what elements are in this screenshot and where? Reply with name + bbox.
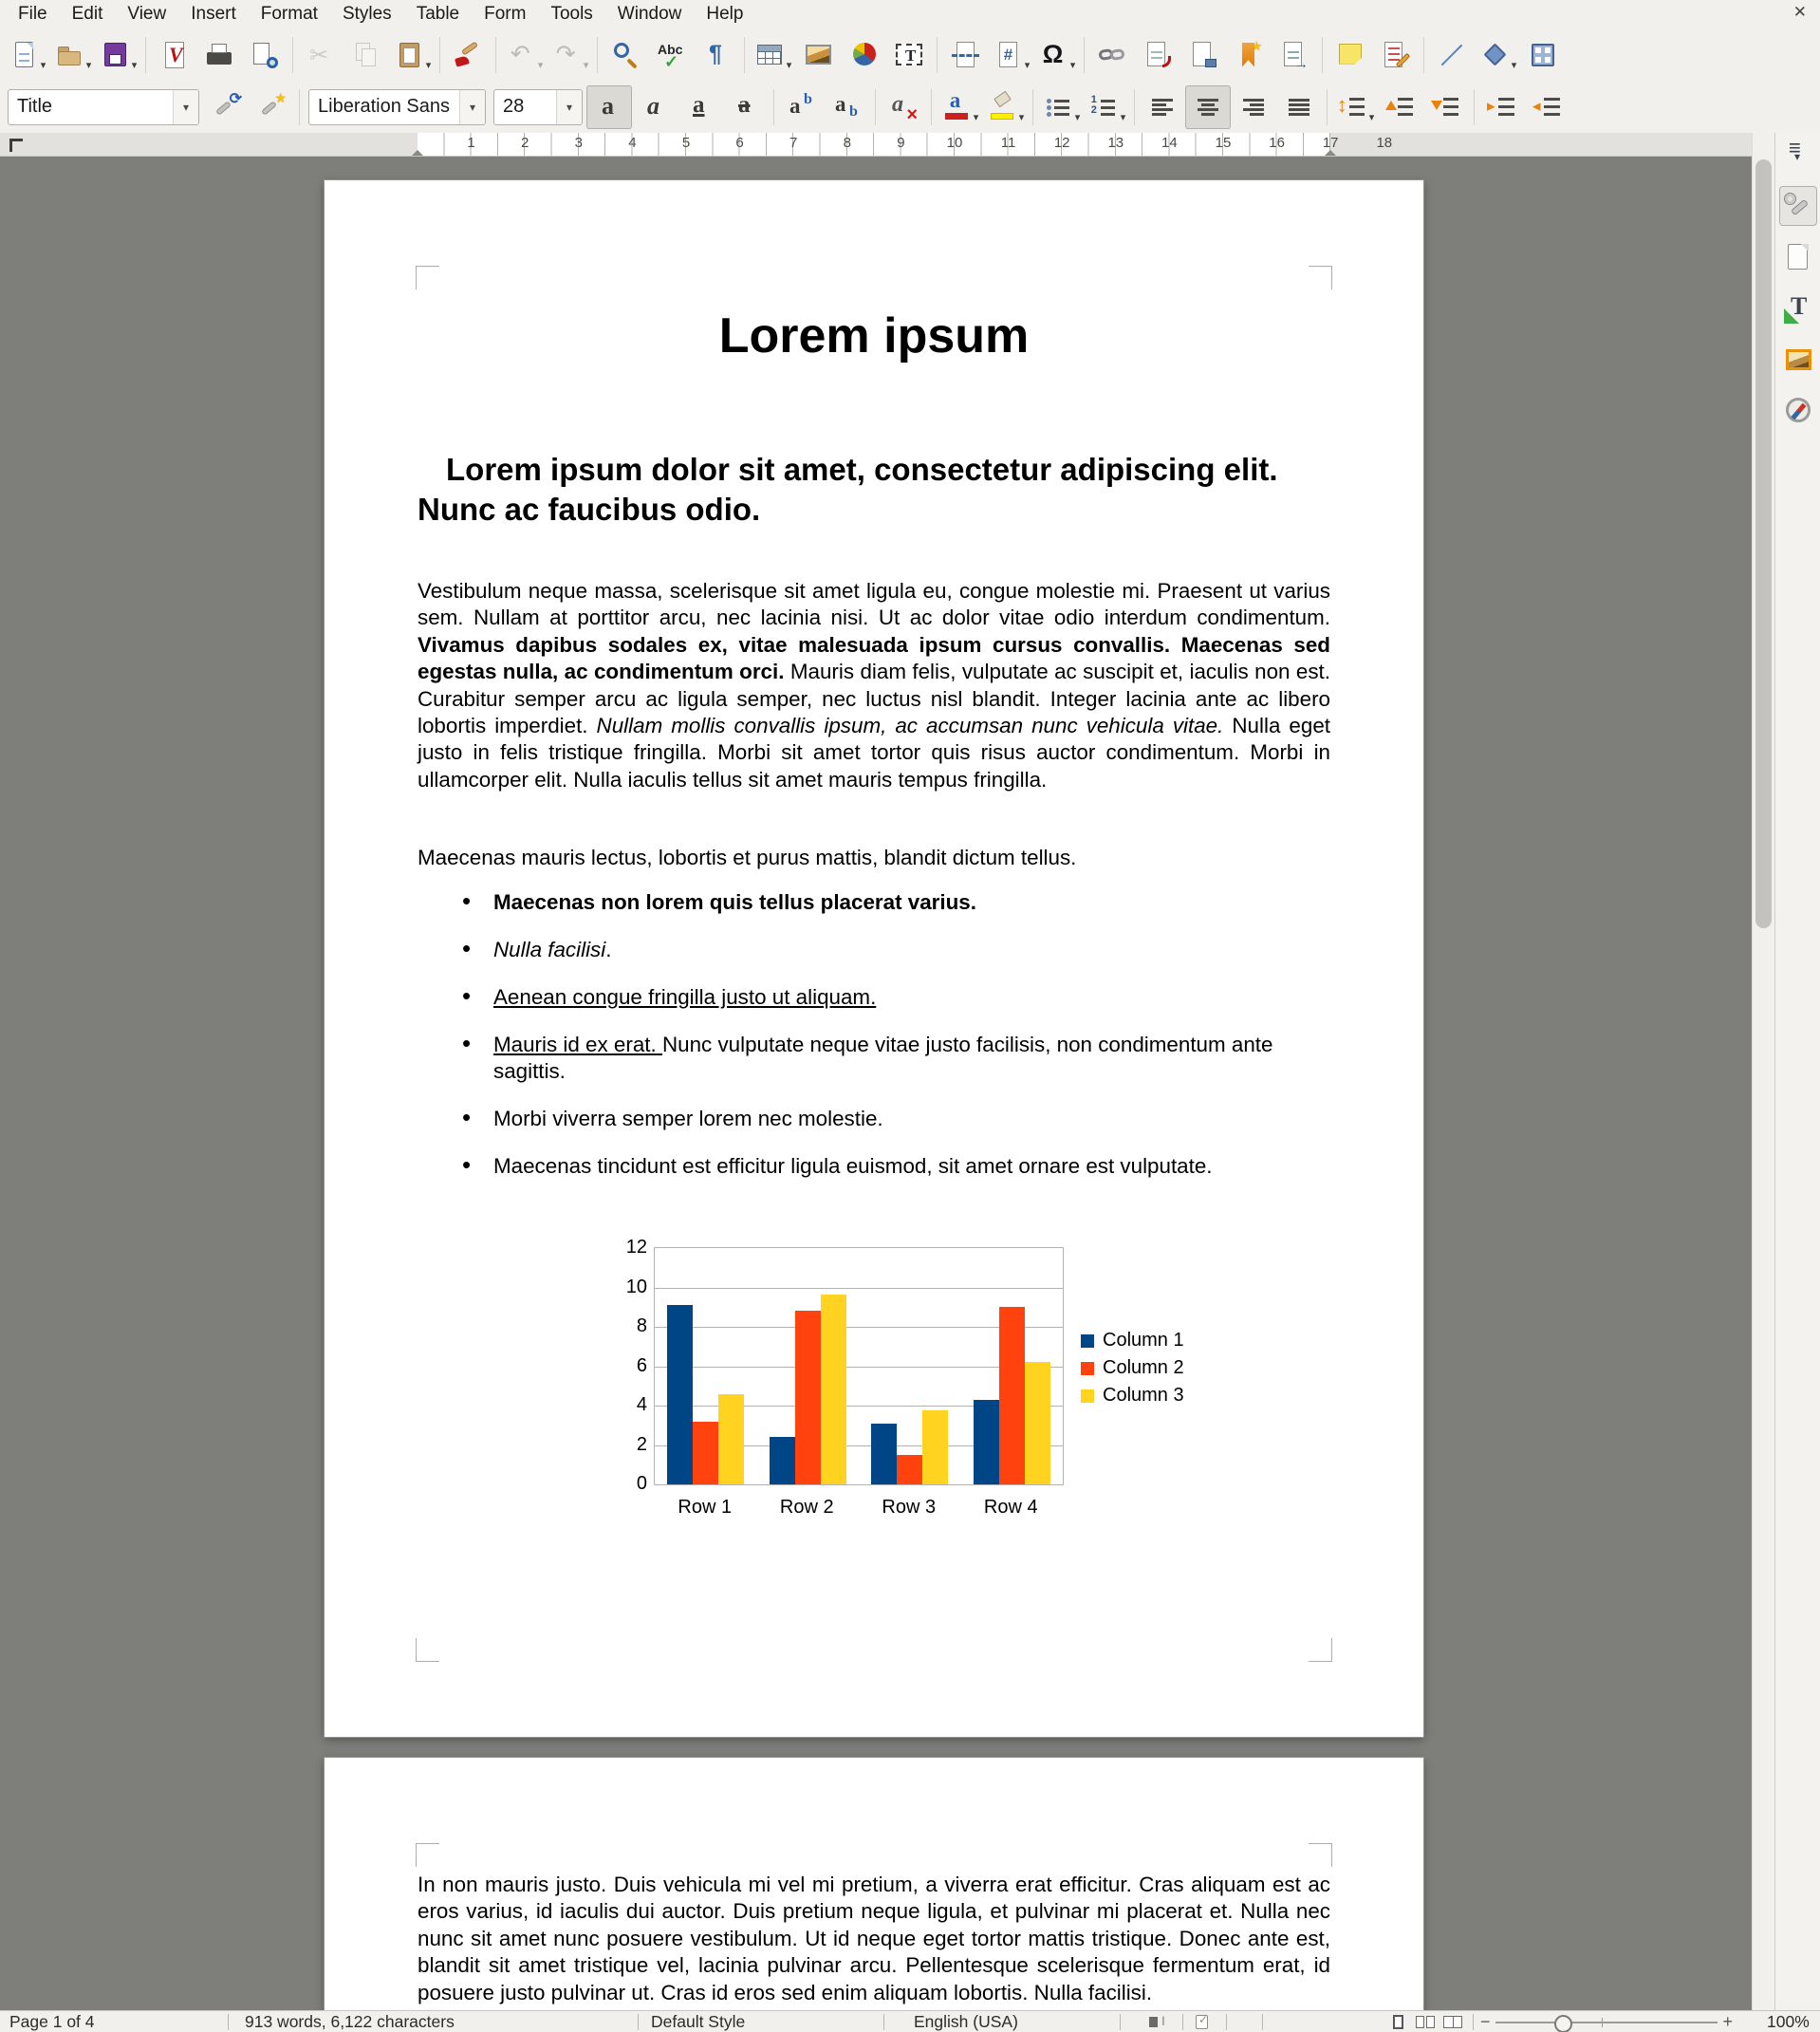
list-item xyxy=(418,937,1330,963)
basic-shapes-button[interactable] xyxy=(1475,33,1520,77)
ruler-number: 15 xyxy=(1215,135,1232,151)
toolbar-separator xyxy=(744,37,745,73)
text-margin-corner-mark xyxy=(416,1843,439,1867)
update-style-button[interactable] xyxy=(203,85,249,129)
text-segment: Morbi viverra semper lorem nec molestie. xyxy=(493,1107,883,1130)
justify-icon xyxy=(1283,92,1315,122)
selection-mode-icon[interactable] xyxy=(1146,2011,1171,2032)
bullet-list xyxy=(418,889,1330,1201)
save-button[interactable] xyxy=(95,33,140,77)
export-pdf-button[interactable] xyxy=(151,33,196,77)
page-number-status[interactable]: Page 1 of 4 xyxy=(9,2012,95,2031)
status-separator xyxy=(228,2014,229,2030)
sidebar-item-navigator-deck[interactable] xyxy=(1779,391,1817,431)
chevron-down-icon: ▾ xyxy=(537,59,544,71)
x-axis-category-label: Row 1 xyxy=(678,1497,733,1518)
compass-icon xyxy=(1782,396,1814,426)
chart-bar xyxy=(999,1307,1025,1484)
toolbar-separator xyxy=(1084,37,1085,73)
chart-bar xyxy=(974,1400,999,1484)
toolbar-separator xyxy=(597,37,598,73)
decrease-indent-button[interactable] xyxy=(1525,85,1570,129)
styles-icon xyxy=(1782,293,1814,324)
wrench-icon xyxy=(1782,191,1814,221)
text-segment: Nulla eget justo in felis tristique fringilla. Morbi sit amet tortor quis risus auctor condimentum. Morbi in ullamcorper elit. Nulla iaculis tellus sit amet mauris tempus fringilla. xyxy=(418,714,1330,792)
horizontal-ruler[interactable] xyxy=(0,133,1752,157)
chevron-down-icon: ▾ xyxy=(40,59,46,71)
chart-plot-area xyxy=(654,1247,1064,1485)
decrease-paragraph-spacing-button[interactable] xyxy=(1423,85,1469,129)
undo-button[interactable] xyxy=(501,33,547,77)
ruler-number: 12 xyxy=(1053,135,1070,151)
redo-button[interactable] xyxy=(547,33,592,77)
line-spacing-button[interactable] xyxy=(1332,85,1378,129)
chart-bar xyxy=(1025,1362,1050,1484)
y-axis-tick-label: 6 xyxy=(636,1355,647,1376)
increase-indent-icon xyxy=(1486,92,1518,122)
zoom-level[interactable]: 100% xyxy=(1767,2012,1810,2031)
cut-button[interactable] xyxy=(298,33,344,77)
formatting-marks-button[interactable] xyxy=(694,33,739,77)
legend-label: Column 2 xyxy=(1103,1357,1184,1378)
zoom-slider-handle[interactable] xyxy=(1554,2015,1572,2032)
chevron-down-icon: ▾ xyxy=(1368,111,1375,123)
toolbar-separator xyxy=(1134,89,1135,125)
x-axis-category-label: Row 2 xyxy=(779,1497,834,1518)
menu-help[interactable]: Help xyxy=(706,4,744,24)
clear-formatting-icon xyxy=(887,92,919,122)
font-name-value: Liberation Sans xyxy=(318,96,450,117)
align-left-icon xyxy=(1146,92,1179,122)
diamond-shape-icon xyxy=(1478,40,1511,70)
superscript-button[interactable] xyxy=(779,85,825,129)
insert-text-box-button[interactable] xyxy=(886,33,932,77)
clipboard-icon xyxy=(393,40,425,70)
chevron-down-icon: ▾ xyxy=(1018,111,1025,123)
sidebar-item-properties-deck[interactable] xyxy=(1779,186,1817,226)
pilcrow-icon xyxy=(700,40,733,70)
numbered-list-icon xyxy=(1087,92,1120,122)
font-color-button[interactable] xyxy=(937,85,982,129)
left-indent-marker[interactable] xyxy=(412,150,423,156)
comment-icon xyxy=(1334,40,1366,70)
insert-bookmark-button[interactable] xyxy=(1226,33,1272,77)
status-separator xyxy=(1120,2014,1121,2030)
insert-comment-button[interactable] xyxy=(1328,33,1373,77)
toolbar-separator xyxy=(1327,89,1328,125)
superscript-icon xyxy=(786,92,818,122)
document-changes-icon[interactable] xyxy=(1192,2011,1216,2032)
chart-bar xyxy=(821,1295,846,1484)
y-axis-tick-label: 8 xyxy=(636,1315,647,1336)
new-style-button[interactable] xyxy=(249,85,294,129)
ruler-number: 7 xyxy=(789,135,798,151)
toolbar-separator xyxy=(495,37,496,73)
insert-endnote-button[interactable] xyxy=(1180,33,1226,77)
menu-items xyxy=(0,0,755,28)
page-break-icon xyxy=(949,40,981,70)
toolbar-separator xyxy=(1474,89,1475,125)
chevron-down-icon[interactable]: ▾ xyxy=(556,90,582,124)
align-center-button[interactable] xyxy=(1185,85,1231,129)
chart-gridline xyxy=(655,1288,1063,1289)
new-style-icon xyxy=(255,92,288,122)
standard-toolbar xyxy=(0,28,1820,82)
strikethrough-button[interactable] xyxy=(723,85,769,129)
legend-color-swatch xyxy=(1081,1389,1094,1403)
bold-button[interactable] xyxy=(586,85,632,129)
text-margin-corner-mark xyxy=(1309,266,1332,289)
bookmark-icon xyxy=(1233,40,1265,70)
gallery-icon xyxy=(1782,345,1814,375)
ruler-text-area xyxy=(418,133,1330,156)
legend-color-swatch xyxy=(1081,1334,1094,1348)
list-item xyxy=(418,1032,1330,1085)
cross-reference-icon xyxy=(1278,40,1310,70)
toolbar-separator xyxy=(1032,89,1033,125)
insert-hyperlink-button[interactable] xyxy=(1089,33,1135,77)
chevron-down-icon[interactable]: ▾ xyxy=(173,90,198,124)
toolbar-separator xyxy=(875,89,876,125)
menu-form[interactable]: Form xyxy=(484,4,527,24)
text-segment: Vivamus dapibus sodales ex, vitae malesuada ipsum cursus convallis. Maecenas sed egestas nulla, ac condimentum orci. xyxy=(418,632,1330,684)
insert-footnote-button[interactable] xyxy=(1135,33,1180,77)
align-left-button[interactable] xyxy=(1140,85,1185,129)
spellcheck-icon xyxy=(655,40,687,70)
menu-format[interactable]: Format xyxy=(260,4,318,24)
ruler-number: 16 xyxy=(1269,135,1285,151)
ruler-number: 11 xyxy=(1000,135,1016,151)
underline-button[interactable] xyxy=(678,85,723,129)
toolbar-separator xyxy=(439,37,440,73)
pdf-icon xyxy=(158,40,190,70)
chevron-down-icon: ▾ xyxy=(1074,111,1081,123)
update-style-icon xyxy=(210,92,242,122)
draw-grid-icon xyxy=(1527,40,1559,70)
vertical-scrollbar[interactable] xyxy=(1752,133,1775,2010)
sidebar-item-sidebar-settings[interactable] xyxy=(1779,139,1817,167)
chevron-down-icon: ▾ xyxy=(786,59,792,71)
chart-bar xyxy=(770,1437,795,1484)
chevron-down-icon: ▾ xyxy=(973,111,979,123)
text-segment: . xyxy=(605,938,612,961)
table-icon xyxy=(753,40,786,70)
highlight-icon xyxy=(986,92,1018,122)
text-segment: Mauris id ex erat. xyxy=(493,1033,662,1056)
ruler-number: 9 xyxy=(897,135,905,151)
text-margin-corner-mark xyxy=(416,266,439,289)
sidebar-tab-bar xyxy=(1774,133,1820,2010)
underline-icon xyxy=(684,92,716,122)
toolbar-separator xyxy=(937,37,938,73)
field-icon xyxy=(992,40,1024,70)
text-segment: Maecenas tincidunt est efficitur ligula euismod, sit amet ornare est vulputate. xyxy=(493,1154,1213,1178)
embedded-bar-chart[interactable] xyxy=(609,1227,1264,1540)
ruler-number: 2 xyxy=(521,135,529,151)
align-center-icon xyxy=(1192,92,1224,122)
ruler-number: 1 xyxy=(467,135,475,151)
font-size-combo[interactable] xyxy=(493,89,583,125)
magnifier-icon xyxy=(609,40,641,70)
subscript-button[interactable] xyxy=(825,85,870,129)
strikethrough-icon xyxy=(730,92,762,122)
y-axis-tick-label: 4 xyxy=(636,1394,647,1415)
spelling-button[interactable] xyxy=(648,33,694,77)
chevron-down-icon: ▾ xyxy=(85,59,92,71)
y-axis-tick-label: 0 xyxy=(636,1473,647,1494)
status-separator xyxy=(1262,2014,1263,2030)
copy-button[interactable] xyxy=(344,33,389,77)
tab-stop-selector-icon[interactable] xyxy=(9,139,23,152)
bullet-list-icon xyxy=(1042,92,1074,122)
chevron-down-icon: ▾ xyxy=(131,59,138,71)
ruler-number: 4 xyxy=(628,135,637,151)
text-segment: Aenean congue fringilla justo ut aliquam. xyxy=(493,985,877,1009)
toolbar-separator xyxy=(1322,37,1323,73)
status-separator xyxy=(883,2014,884,2030)
endnote-icon xyxy=(1187,40,1219,70)
document-page-2[interactable] xyxy=(325,1758,1423,2010)
multi-page-view-icon[interactable] xyxy=(1414,2011,1439,2032)
menu-file[interactable]: File xyxy=(18,4,47,24)
list-item xyxy=(418,1153,1330,1180)
close-icon[interactable]: ✕ xyxy=(1792,3,1807,21)
chevron-down-icon: ▾ xyxy=(1024,59,1031,71)
paragraph-style-combo[interactable] xyxy=(8,89,199,125)
copy-icon xyxy=(350,40,382,70)
justify-button[interactable] xyxy=(1276,85,1322,129)
legend-label: Column 1 xyxy=(1103,1330,1184,1351)
insert-table-button[interactable] xyxy=(750,33,795,77)
chart-bar xyxy=(871,1424,897,1484)
zoom-slider-track[interactable] xyxy=(1495,2022,1718,2023)
body-paragraph: Maecenas mauris lectus, lobortis et purus mattis, blandit dictum tellus. xyxy=(418,846,1077,869)
image-icon xyxy=(802,40,834,70)
text-segment: Vestibulum neque massa, scelerisque sit amet ligula eu, congue molestie mi. Praesent ut varius sem. Nullam at porttitor arcu, nec lacinia nisi. Ut ac dolor vitae odio interdum condimentum. xyxy=(418,579,1330,630)
insert-image-button[interactable] xyxy=(795,33,841,77)
toolbar-separator xyxy=(292,37,293,73)
legend-label: Column 3 xyxy=(1103,1385,1184,1406)
formatting-toolbar xyxy=(0,81,1820,134)
sidebar-item-styles-deck[interactable] xyxy=(1779,289,1817,328)
y-axis-tick-label: 2 xyxy=(636,1434,647,1455)
scrollbar-thumb[interactable] xyxy=(1755,159,1772,928)
status-separator xyxy=(1473,2014,1474,2030)
para-space-decrease-icon xyxy=(1430,92,1462,122)
track-changes-button[interactable] xyxy=(1373,33,1419,77)
body-paragraph xyxy=(418,578,1330,793)
subscript-icon xyxy=(831,92,864,122)
chart-bar xyxy=(795,1311,821,1484)
ruler-number: 17 xyxy=(1322,135,1339,151)
chevron-down-icon: ▾ xyxy=(1069,59,1076,71)
chart-bar xyxy=(667,1305,693,1484)
chevron-down-icon: ▾ xyxy=(583,59,589,71)
status-separator xyxy=(1182,2014,1183,2030)
line-spacing-icon xyxy=(1336,92,1368,122)
printer-icon xyxy=(203,40,235,70)
chevron-down-icon: ▾ xyxy=(1511,59,1517,71)
legend-color-swatch xyxy=(1081,1362,1094,1375)
insert-page-break-button[interactable] xyxy=(942,33,988,77)
menu-bar xyxy=(0,0,1820,28)
clear-formatting-button[interactable] xyxy=(881,85,926,129)
x-axis-category-label: Row 3 xyxy=(882,1497,937,1518)
print-button[interactable] xyxy=(196,33,242,77)
clone-formatting-button[interactable] xyxy=(445,33,491,77)
y-axis-tick-label: 12 xyxy=(625,1237,647,1258)
toolbar-separator xyxy=(773,89,774,125)
bold-icon xyxy=(593,92,625,122)
insert-chart-button[interactable] xyxy=(841,33,886,77)
menu-table[interactable]: Table xyxy=(416,4,460,24)
unordered-list-button[interactable] xyxy=(1038,85,1084,129)
menu-insert[interactable]: Insert xyxy=(191,4,236,24)
menu-view[interactable]: View xyxy=(127,4,167,24)
document-area[interactable] xyxy=(0,157,1752,2010)
x-axis-category-label: Row 4 xyxy=(983,1497,1038,1518)
text-margin-corner-mark xyxy=(1309,1843,1332,1867)
page-style-status[interactable]: Default Style xyxy=(651,2012,746,2031)
chain-link-icon xyxy=(1096,40,1128,70)
document-page-1[interactable] xyxy=(325,180,1423,1737)
align-right-icon xyxy=(1237,92,1270,122)
text-segment: Nulla facilisi xyxy=(493,938,606,961)
toolbar-separator xyxy=(931,89,932,125)
insert-cross-reference-button[interactable] xyxy=(1272,33,1317,77)
chart-bar xyxy=(897,1455,922,1484)
word-count-status[interactable]: 913 words, 6,122 characters xyxy=(245,2012,455,2031)
zoom-in-icon[interactable]: + xyxy=(1722,2012,1733,2031)
print-preview-icon xyxy=(249,40,281,70)
pie-chart-icon xyxy=(847,40,880,70)
track-changes-icon xyxy=(1380,40,1412,70)
ruler-number: 8 xyxy=(843,135,851,151)
save-icon xyxy=(99,40,131,70)
italic-button[interactable] xyxy=(632,85,678,129)
page-icon xyxy=(1782,242,1814,272)
chart-bar xyxy=(693,1422,718,1484)
scissors-icon xyxy=(305,40,337,70)
menu-tools[interactable]: Tools xyxy=(550,4,593,24)
ruler-number: 3 xyxy=(574,135,583,151)
chart-bar xyxy=(718,1394,744,1484)
text-box-icon xyxy=(893,40,925,70)
print-preview-button[interactable] xyxy=(242,33,288,77)
single-page-view-icon[interactable] xyxy=(1387,2011,1412,2032)
insert-line-button[interactable] xyxy=(1429,33,1475,77)
zoom-slider-center-mark xyxy=(1602,2018,1603,2027)
menu-window[interactable]: Window xyxy=(617,4,682,24)
ruler-number: 6 xyxy=(735,135,744,151)
new-document-button[interactable] xyxy=(4,33,49,77)
menu-styles[interactable]: Styles xyxy=(342,4,392,24)
zoom-out-icon[interactable]: − xyxy=(1480,2012,1491,2031)
text-margin-corner-mark xyxy=(416,1638,439,1662)
ruler-number: 5 xyxy=(681,135,691,151)
chart-bar xyxy=(922,1410,948,1484)
chevron-down-icon[interactable]: ▾ xyxy=(459,90,485,124)
list-item xyxy=(418,984,1330,1011)
insert-field-button[interactable] xyxy=(988,33,1033,77)
text-margin-corner-mark xyxy=(1309,1638,1332,1662)
insert-special-character-button[interactable] xyxy=(1033,33,1079,77)
status-bar xyxy=(0,2010,1820,2032)
ruler-number: 14 xyxy=(1161,135,1178,151)
para-space-increase-icon xyxy=(1384,92,1417,122)
font-name-combo[interactable] xyxy=(308,89,486,125)
text-segment: Mauris diam felis, vulputate ac suscipit et, iaculis non est. Curabitur semper arcu ac ligula semper, nec luctus nisl blandit. Integer lacinia ante ac libero lobortis imperdiet. xyxy=(418,660,1330,738)
document-title: Lorem ipsum xyxy=(718,308,1030,364)
paste-button[interactable] xyxy=(389,33,435,77)
ruler-number: 18 xyxy=(1376,135,1393,151)
y-axis-tick-label: 10 xyxy=(625,1277,647,1297)
sidebar-item-gallery-deck[interactable] xyxy=(1779,340,1817,380)
menu-edit[interactable]: Edit xyxy=(71,4,103,24)
body-paragraph: In non mauris justo. Duis vehicula mi vel mi pretium, a viverra erat efficitur. Cras aliquam est ac eros varius, id iaculis dui auctor. Duis pretium neque ligula, et pulvinar mi placerat et. Nulla nec nunc sit amet nunc posuere vestibulum. Ut id neque eget tortor mattis tristique. Donec ante est, blandit sit amet tristique vel, lacinia pulvinar arcu. Pellentesque scelerisque fermentum erat, id posuere justo pulvinar ut. Cras id eros sed enim aliquam lobortis. Nulla facilisi. xyxy=(418,1873,1330,2004)
align-right-button[interactable] xyxy=(1231,85,1276,129)
list-item xyxy=(418,889,1330,916)
text-segment: Nunc vulputate neque vitae justo facilisis, non condimentum ante sagittis. xyxy=(493,1033,1273,1083)
show-draw-functions-button[interactable] xyxy=(1520,33,1566,77)
language-status[interactable]: English (USA) xyxy=(914,2012,1018,2031)
ordered-list-button[interactable] xyxy=(1084,85,1129,129)
ruler-number: 10 xyxy=(946,135,963,151)
highlighting-color-button[interactable] xyxy=(982,85,1028,129)
text-segment: Nullam mollis convallis ipsum, ac accumsan nunc vehicula vitae. xyxy=(596,714,1233,738)
chevron-down-icon: ▾ xyxy=(425,59,432,71)
status-separator xyxy=(638,2014,639,2030)
right-indent-marker[interactable] xyxy=(1325,150,1336,156)
status-separator xyxy=(1226,2014,1227,2030)
font-size-value: 28 xyxy=(503,96,525,117)
sidebar-item-page-deck[interactable] xyxy=(1779,237,1817,277)
legend-item xyxy=(1081,1385,1184,1407)
decrease-indent-icon xyxy=(1532,92,1564,122)
open-button[interactable] xyxy=(49,33,95,77)
increase-indent-button[interactable] xyxy=(1479,85,1525,129)
legend-item xyxy=(1081,1330,1184,1352)
sidebar-menu-icon xyxy=(1782,138,1814,168)
open-folder-icon xyxy=(53,40,85,70)
paragraph-style-value: Title xyxy=(17,96,53,117)
legend-item xyxy=(1081,1357,1184,1379)
zoom-slider[interactable] xyxy=(1480,2011,1733,2032)
toolbar-separator xyxy=(1423,37,1424,73)
new-document-icon xyxy=(8,40,40,70)
text-segment: Maecenas non lorem quis tellus placerat varius. xyxy=(493,890,976,914)
line-icon xyxy=(1436,40,1468,70)
undo-arrow-icon xyxy=(505,40,537,70)
book-view-icon[interactable] xyxy=(1440,2011,1465,2032)
font-color-icon xyxy=(940,92,973,122)
italic-icon xyxy=(639,92,671,122)
toolbar-separator xyxy=(145,37,146,73)
footnote-icon xyxy=(1142,40,1174,70)
toolbar-separator xyxy=(299,89,300,125)
omega-icon xyxy=(1037,40,1069,70)
ruler-number: 13 xyxy=(1107,135,1124,151)
chart-legend xyxy=(1081,1330,1184,1412)
find-and-replace-button[interactable] xyxy=(603,33,648,77)
increase-paragraph-spacing-button[interactable] xyxy=(1378,85,1423,129)
list-item xyxy=(418,1106,1330,1132)
paintbrush-icon xyxy=(452,40,484,70)
chevron-down-icon: ▾ xyxy=(1120,111,1126,123)
document-heading: Lorem ipsum dolor sit amet, consectetur adipiscing elit. Nunc ac faucibus odio. xyxy=(418,452,1278,527)
redo-arrow-icon xyxy=(550,40,583,70)
